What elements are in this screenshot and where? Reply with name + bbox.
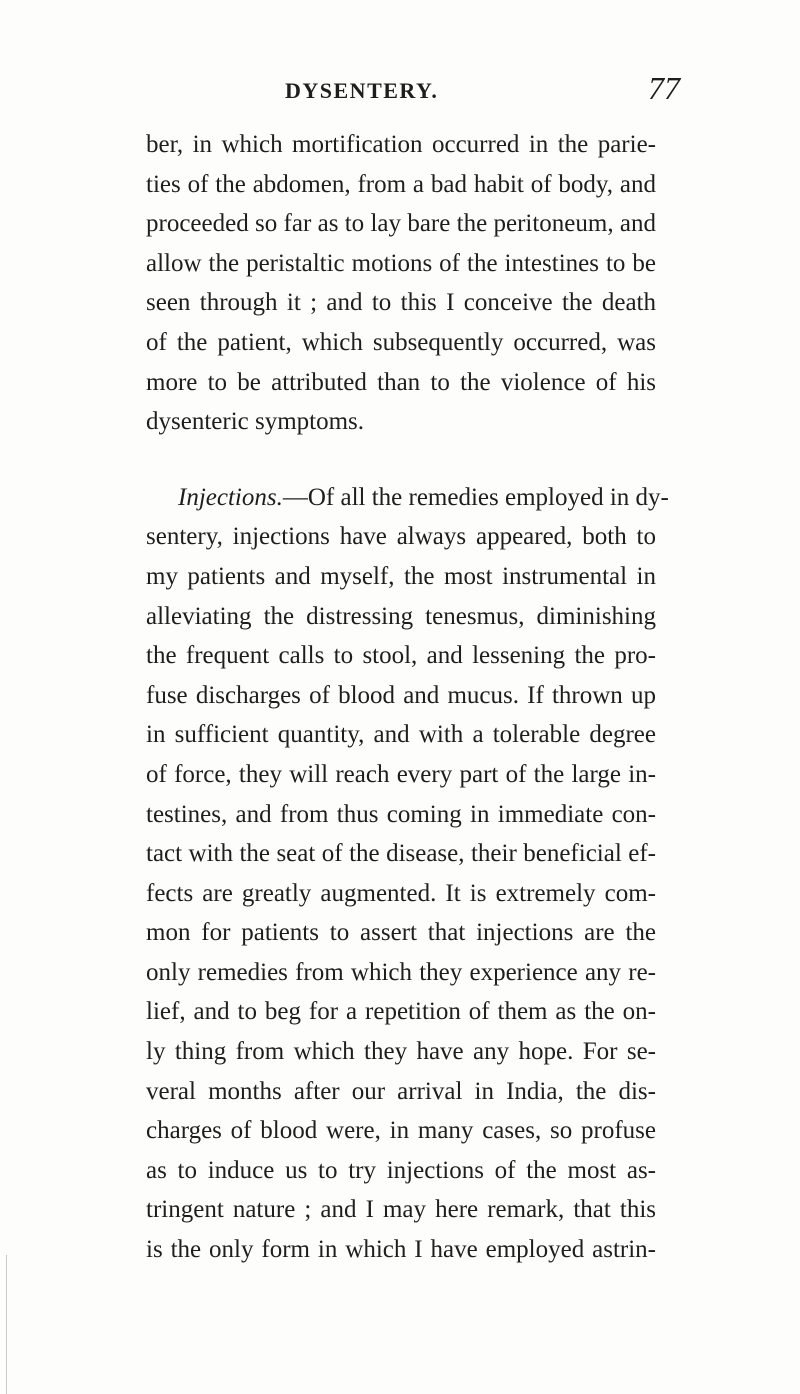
text-line: ly thing from which they have any hope. For se- [146, 1038, 656, 1066]
text-line: ties of the abdomen, from a bad habit of body, and [146, 170, 656, 198]
section-heading: Injections. [178, 483, 283, 511]
text-line: fects are greatly augmented. It is extremely com- [146, 879, 656, 907]
text-line: allow the peristaltic motions of the intestines to be [146, 249, 656, 277]
paragraph-2 [146, 478, 669, 1270]
text-line: seen through it ; and to this I conceive the death [146, 289, 656, 317]
paragraph-1 [146, 125, 656, 442]
text-line: of the patient, which subsequently occurred, was [146, 328, 656, 356]
text-line: mon for patients to assert that injections are the [146, 919, 656, 947]
text-line: tringent nature ; and I may here remark, that this [146, 1196, 656, 1224]
text-line: the frequent calls to stool, and lessening the pro- [146, 642, 656, 670]
text-line: sentery, injections have always appeared, both to [146, 523, 656, 551]
text-line: lief, and to beg for a repetition of them as the on- [146, 998, 656, 1026]
text-line: of force, they will reach every part of the large in- [146, 760, 656, 788]
text-line: testines, and from thus coming in immediate con- [146, 800, 656, 828]
paragraph-gap [146, 442, 656, 478]
text-line-first [146, 478, 669, 518]
page-number: 77 [648, 70, 680, 106]
text-line: alleviating the distressing tenesmus, diminishing [146, 602, 656, 630]
text-line: charges of blood were, in many cases, so profuse [146, 1117, 656, 1145]
text-line: in sufficient quantity, and with a tolerable degree [146, 721, 656, 749]
scan-edge-line [6, 1255, 7, 1394]
text-line: veral months after our arrival in India, the dis- [146, 1077, 656, 1105]
text-line: tact with the seat of the disease, their beneficial ef- [146, 840, 656, 868]
text-line: more to be attributed than to the violence of his [146, 368, 656, 396]
running-head: DYSENTERY. [285, 78, 439, 103]
text-line: dysenteric symptoms. [146, 408, 365, 436]
text-line: is the only form in which I have employed astrin- [146, 1236, 656, 1264]
text-line: proceeded so far as to lay bare the peritoneum, and [146, 210, 656, 238]
text-line: ber, in which mortification occurred in the parie- [146, 131, 656, 158]
text-line: fuse discharges of blood and mucus. If thrown up [146, 681, 656, 709]
text-line: my patients and myself, the most instrumental in [146, 562, 656, 590]
page-body [146, 125, 669, 1270]
page-header [140, 70, 680, 110]
text-line: only remedies from which they experience any re- [146, 958, 656, 986]
text-line: as to induce us to try injections of the most as- [146, 1156, 656, 1184]
text-line-rest: —Of all the remedies employed in dy- [282, 483, 669, 511]
